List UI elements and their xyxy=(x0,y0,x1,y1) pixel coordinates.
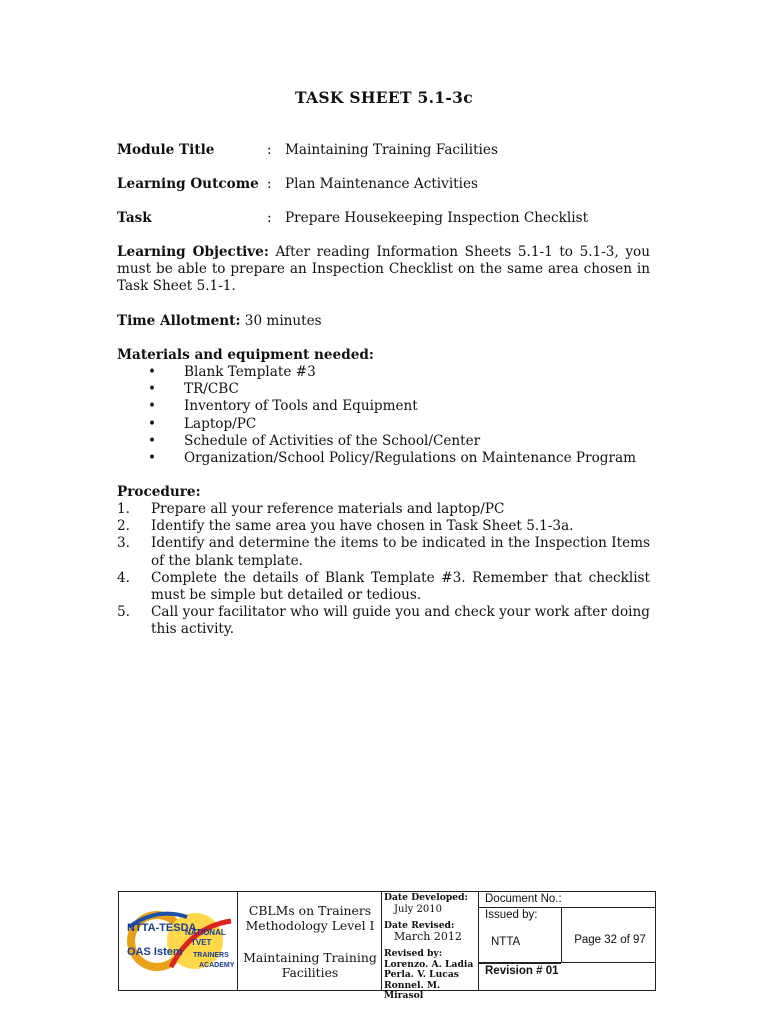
course-line-2: Maintaining Training Facilities xyxy=(243,950,377,980)
issued-by-label: Issued by: xyxy=(485,909,538,921)
field-label: Module Title xyxy=(117,142,215,158)
logo-text-tvet: TVET xyxy=(191,938,212,947)
list-item: • Blank Template #3 xyxy=(148,364,316,380)
reviser-1: Lorenzo. A. Ladia xyxy=(384,958,474,970)
logo-text-trainers: TRAINERS xyxy=(193,952,229,959)
field-colon: : xyxy=(267,142,272,158)
revised-by-label: Revised by: xyxy=(384,948,443,959)
reviser-3: Ronnel. M. Mirasol xyxy=(384,979,441,1001)
list-item: 2. Identify the same area you have chosen in Task Sheet 5.1-3a. xyxy=(117,518,574,535)
logo-text-oasistem: OAS Istem xyxy=(127,946,183,958)
field-value: Maintaining Training Facilities xyxy=(285,142,498,158)
list-item: • Schedule of Activities of the School/Center xyxy=(148,432,481,449)
bullet: • xyxy=(148,450,157,467)
logo-text-ntta: NTTA-TESDA xyxy=(127,922,197,934)
date-developed-label: Date Developed: xyxy=(384,892,468,903)
page-number: Page 32 of 97 xyxy=(574,934,646,946)
learning-objective xyxy=(117,244,650,295)
list-item: • TR/CBC xyxy=(148,381,239,398)
task-sheet-title: TASK SHEET 5.1-3c xyxy=(295,88,473,107)
logo-text-academy: ACADEMY xyxy=(199,962,235,969)
list-item: • Laptop/PC xyxy=(148,415,257,432)
materials-list xyxy=(148,364,636,467)
course-cell xyxy=(239,892,381,990)
procedure-list xyxy=(117,501,650,639)
document-no-label: Document No.: xyxy=(485,893,562,905)
divider xyxy=(561,907,562,963)
bullet: • xyxy=(148,364,157,380)
divider xyxy=(237,892,238,990)
list-item: 1. Prepare all your reference materials and laptop/PC xyxy=(117,501,505,517)
logo-text-national: NATIONAL xyxy=(185,928,226,937)
dates-cell xyxy=(384,893,476,1002)
objective-text: After reading Information Sheets 5.1-1 to 5.1-3, you must be able to prepare an Inspection Checklist on the same area chosen in Task Sheet 5.1-1. xyxy=(117,244,650,294)
field-label: Learning Outcome xyxy=(117,176,259,192)
divider xyxy=(478,963,561,964)
objective-label: Learning Objective: xyxy=(117,244,269,260)
bullet: • xyxy=(148,381,157,398)
field-value: Plan Maintenance Activities xyxy=(285,176,479,192)
materials-heading: Materials and equipment needed: xyxy=(117,347,374,363)
time-label: Time Allotment: xyxy=(117,313,241,329)
time-text: 30 minutes xyxy=(240,313,322,329)
list-item: 5. Call your facilitator who will guide you and check your work after doing this activity. xyxy=(117,604,650,638)
revision-number: Revision # 01 xyxy=(485,965,559,977)
list-item: • Organization/School Policy/Regulations on Maintenance Program xyxy=(148,450,636,467)
list-item: 4. Complete the details of Blank Template #3. Remember that checklist must be simple but detailed or tedious. xyxy=(117,569,650,604)
date-revised: March 2012 xyxy=(394,930,462,943)
issued-by-value: NTTA xyxy=(491,936,521,948)
bullet: • xyxy=(148,398,157,415)
procedure-heading: Procedure: xyxy=(117,484,201,500)
reviser-2: Perla. V. Lucas xyxy=(384,969,459,980)
bullet: • xyxy=(148,432,157,449)
field-colon: : xyxy=(267,210,272,226)
course-line-1: CBLMs on Trainers Methodology Level I xyxy=(245,903,375,933)
bullet: • xyxy=(148,415,157,432)
divider xyxy=(478,962,656,963)
divider xyxy=(381,892,382,990)
date-revised-label: Date Revised: xyxy=(384,919,455,931)
logo-graphic xyxy=(121,897,237,985)
list-item: 3. Identify and determine the items to be indicated in the Inspection Items of the blank template. xyxy=(117,535,650,569)
document-footer-table xyxy=(118,891,656,1001)
field-label: Task xyxy=(117,210,152,226)
divider xyxy=(478,907,656,908)
time-allotment xyxy=(117,313,650,330)
field-colon: : xyxy=(267,176,272,192)
list-item: • Inventory of Tools and Equipment xyxy=(148,398,418,415)
ntta-tesda-logo xyxy=(121,897,237,985)
date-developed: July 2010 xyxy=(394,903,442,915)
field-value: Prepare Housekeeping Inspection Checklist xyxy=(285,210,589,226)
